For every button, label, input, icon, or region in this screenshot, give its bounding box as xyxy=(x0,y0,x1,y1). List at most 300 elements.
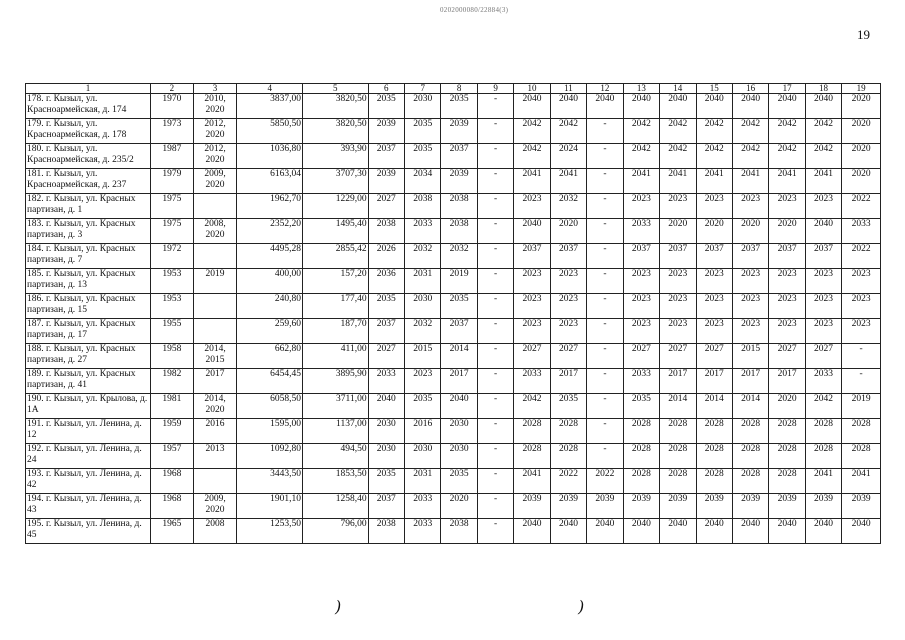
table-cell: - xyxy=(477,444,513,469)
table-cell: 2017 xyxy=(769,369,805,394)
table-cell: 393,90 xyxy=(302,144,368,169)
table-cell: 2019 xyxy=(842,394,881,419)
table-cell: 2041 xyxy=(805,169,841,194)
table-cell: 2855,42 xyxy=(302,244,368,269)
table-cell: 2038 xyxy=(368,519,404,544)
table-cell: 2027 xyxy=(514,344,550,369)
table-cell: 6163,04 xyxy=(237,169,303,194)
table-cell: 2040 xyxy=(550,519,586,544)
table-cell: 2026 xyxy=(368,244,404,269)
table-cell: 259,60 xyxy=(237,319,303,344)
table-cell: 2014 xyxy=(660,394,696,419)
table-cell: 2022 xyxy=(842,244,881,269)
table-cell xyxy=(193,244,237,269)
table-cell: 2042 xyxy=(805,144,841,169)
table-cell: 2041 xyxy=(550,169,586,194)
table-cell: 2023 xyxy=(514,194,550,219)
table-cell: 2042 xyxy=(732,144,768,169)
table-cell: 2017 xyxy=(193,369,237,394)
table-cell: 494,50 xyxy=(302,444,368,469)
table-cell: 2028 xyxy=(660,419,696,444)
table-cell: 2040 xyxy=(732,519,768,544)
table-cell: 2352,20 xyxy=(237,219,303,244)
table-cell: 1595,00 xyxy=(237,419,303,444)
table-cell: 2010, 2020 xyxy=(193,94,237,119)
table-cell: - xyxy=(477,119,513,144)
table-cell: 2040 xyxy=(769,519,805,544)
table-row xyxy=(26,219,881,244)
table-cell: 2023 xyxy=(696,269,732,294)
column-number-row xyxy=(26,84,881,94)
table-cell: 2028 xyxy=(550,419,586,444)
table-cell: - xyxy=(477,319,513,344)
table-cell: 2035 xyxy=(405,394,441,419)
table-cell: 2017 xyxy=(441,369,477,394)
table-cell: 2009, 2020 xyxy=(193,494,237,519)
table-cell: - xyxy=(477,294,513,319)
table-cell: 2042 xyxy=(550,119,586,144)
table-cell: 2039 xyxy=(441,169,477,194)
table-cell: 2014, 2020 xyxy=(193,394,237,419)
table-cell: - xyxy=(477,419,513,444)
table-cell: 1853,50 xyxy=(302,469,368,494)
table-cell: 2020 xyxy=(660,219,696,244)
table-cell: 2023 xyxy=(660,269,696,294)
table-cell: 2023 xyxy=(514,269,550,294)
table-cell: 2040 xyxy=(587,94,623,119)
table-cell: 2035 xyxy=(368,294,404,319)
table-cell: 2028 xyxy=(696,444,732,469)
table-cell: 2020 xyxy=(732,219,768,244)
table-cell: 2023 xyxy=(696,319,732,344)
column-number-13: 13 xyxy=(623,84,659,94)
table-cell: 2017 xyxy=(696,369,732,394)
table-cell: 2035 xyxy=(405,119,441,144)
table-cell: 2035 xyxy=(441,294,477,319)
table-cell: 2030 xyxy=(405,444,441,469)
table-row xyxy=(26,119,881,144)
table-cell: 1972 xyxy=(150,244,193,269)
table-cell: 1975 xyxy=(150,194,193,219)
table-cell: 2035 xyxy=(623,394,659,419)
table-cell: 2036 xyxy=(368,269,404,294)
table-cell: 2033 xyxy=(368,369,404,394)
table-cell: 2040 xyxy=(805,519,841,544)
table-cell: 2030 xyxy=(405,294,441,319)
column-number-2: 2 xyxy=(150,84,193,94)
column-number-11: 11 xyxy=(550,84,586,94)
table-cell: 2042 xyxy=(696,144,732,169)
table-cell: - xyxy=(587,119,623,144)
table-cell: 1953 xyxy=(150,294,193,319)
table-cell: 2041 xyxy=(769,169,805,194)
table-cell: 1258,40 xyxy=(302,494,368,519)
table-cell: 2027 xyxy=(769,344,805,369)
table-cell: 2041 xyxy=(732,169,768,194)
table-cell: 2028 xyxy=(805,419,841,444)
table-cell: 1970 xyxy=(150,94,193,119)
table-cell: 2028 xyxy=(696,469,732,494)
table-cell: 2028 xyxy=(623,444,659,469)
table-cell: 2028 xyxy=(769,469,805,494)
table-cell: 2019 xyxy=(193,269,237,294)
table-cell: 2023 xyxy=(732,294,768,319)
table-cell: 2033 xyxy=(842,219,881,244)
table-cell: 3443,50 xyxy=(237,469,303,494)
table-cell: 2037 xyxy=(441,319,477,344)
table-cell: 2042 xyxy=(514,144,550,169)
table-cell: 2032 xyxy=(550,194,586,219)
table-cell: 1962,70 xyxy=(237,194,303,219)
table-cell: - xyxy=(587,319,623,344)
table-cell: 2032 xyxy=(405,319,441,344)
table-cell: 2028 xyxy=(623,469,659,494)
column-number-9: 9 xyxy=(477,84,513,94)
table-cell: 2017 xyxy=(550,369,586,394)
table-cell: - xyxy=(477,144,513,169)
table-cell: - xyxy=(587,194,623,219)
column-number-6: 6 xyxy=(368,84,404,94)
table-cell: 2040 xyxy=(805,94,841,119)
table-cell: 1975 xyxy=(150,219,193,244)
table-cell: 2023 xyxy=(769,194,805,219)
table-cell: 1137,00 xyxy=(302,419,368,444)
table-cell: 2037 xyxy=(623,244,659,269)
table-cell: 2023 xyxy=(842,319,881,344)
table-cell: 2022 xyxy=(550,469,586,494)
table-cell: - xyxy=(477,219,513,244)
table-cell: 2042 xyxy=(660,144,696,169)
table-cell: 2035 xyxy=(441,469,477,494)
address-cell: 188. г. Кызыл, ул. Красных партизан, д. 27 xyxy=(26,344,151,369)
table-cell: 3820,50 xyxy=(302,119,368,144)
table-cell: 2023 xyxy=(660,319,696,344)
column-number-10: 10 xyxy=(514,84,550,94)
table-cell: 2028 xyxy=(623,419,659,444)
table-cell: - xyxy=(587,294,623,319)
table-row xyxy=(26,294,881,319)
table-cell: 6454,45 xyxy=(237,369,303,394)
table-cell: 2042 xyxy=(769,144,805,169)
table-cell: 2023 xyxy=(732,319,768,344)
table-cell: 2020 xyxy=(842,119,881,144)
table-cell: - xyxy=(477,194,513,219)
table-cell: 2042 xyxy=(514,119,550,144)
table-cell xyxy=(193,319,237,344)
table-cell: 2040 xyxy=(732,94,768,119)
table-cell: 2028 xyxy=(842,419,881,444)
table-cell: 2008, 2020 xyxy=(193,219,237,244)
table-cell: 2020 xyxy=(441,494,477,519)
column-number-4: 4 xyxy=(237,84,303,94)
table-cell: 1092,80 xyxy=(237,444,303,469)
table-cell: 2042 xyxy=(660,119,696,144)
table-cell: - xyxy=(477,269,513,294)
table-cell: - xyxy=(477,369,513,394)
table-cell: 2015 xyxy=(405,344,441,369)
table-cell: 2023 xyxy=(623,294,659,319)
table-cell: 2040 xyxy=(623,519,659,544)
table-cell: 2028 xyxy=(514,444,550,469)
table-cell: 2014 xyxy=(441,344,477,369)
table-cell: 2017 xyxy=(660,369,696,394)
table-row xyxy=(26,94,881,119)
table-cell: 1036,80 xyxy=(237,144,303,169)
table-cell: 2037 xyxy=(368,144,404,169)
table-cell: 2035 xyxy=(441,94,477,119)
table-cell: 2014 xyxy=(732,394,768,419)
table-cell: 2040 xyxy=(623,94,659,119)
table-cell: 1495,40 xyxy=(302,219,368,244)
table-cell: 1987 xyxy=(150,144,193,169)
table-cell: 2042 xyxy=(623,144,659,169)
handwritten-mark: ) xyxy=(578,597,585,616)
table-cell: 2019 xyxy=(441,269,477,294)
table-cell: 2023 xyxy=(623,319,659,344)
table-cell: 2028 xyxy=(732,419,768,444)
table-cell: 2037 xyxy=(550,244,586,269)
table-cell: 3837,00 xyxy=(237,94,303,119)
table-cell: 2028 xyxy=(769,444,805,469)
table-cell: 2012, 2020 xyxy=(193,119,237,144)
table-cell: 2023 xyxy=(805,319,841,344)
table-cell: 2028 xyxy=(769,419,805,444)
table-cell: 1968 xyxy=(150,494,193,519)
table-cell: 2023 xyxy=(623,194,659,219)
table-cell: - xyxy=(587,269,623,294)
table-cell: 2040 xyxy=(805,219,841,244)
table-cell: 2041 xyxy=(842,469,881,494)
table-cell: 2042 xyxy=(514,394,550,419)
address-cell: 183. г. Кызыл, ул. Красных партизан, д. 3 xyxy=(26,219,151,244)
table-cell: - xyxy=(587,444,623,469)
table-cell: 2040 xyxy=(550,94,586,119)
table-cell: 2033 xyxy=(514,369,550,394)
table-cell: 3707,30 xyxy=(302,169,368,194)
table-cell: 2027 xyxy=(550,344,586,369)
table-cell: 2040 xyxy=(696,94,732,119)
table-cell: 2028 xyxy=(550,444,586,469)
table-cell: 2039 xyxy=(842,494,881,519)
table-cell: 2040 xyxy=(368,394,404,419)
table-cell: 240,80 xyxy=(237,294,303,319)
table-cell: - xyxy=(477,469,513,494)
table-cell: 1953 xyxy=(150,269,193,294)
table-cell: 2033 xyxy=(405,519,441,544)
table-cell: 2039 xyxy=(368,169,404,194)
table-cell: 2037 xyxy=(514,244,550,269)
table-cell: 2042 xyxy=(732,119,768,144)
table-cell: 2023 xyxy=(732,194,768,219)
table-cell: 2037 xyxy=(368,319,404,344)
table-cell: 2040 xyxy=(769,94,805,119)
table-cell: 2027 xyxy=(805,344,841,369)
table-cell: 2042 xyxy=(805,119,841,144)
table-cell: 2014 xyxy=(696,394,732,419)
table-cell: 2035 xyxy=(368,469,404,494)
table-cell: - xyxy=(477,394,513,419)
table-cell: 2033 xyxy=(405,219,441,244)
housing-register-table xyxy=(25,83,881,544)
table-cell: 2020 xyxy=(842,144,881,169)
table-cell: 2038 xyxy=(441,194,477,219)
table-cell: 5850,50 xyxy=(237,119,303,144)
table-cell: 2040 xyxy=(514,519,550,544)
handwritten-mark: ) xyxy=(335,597,342,616)
table-row xyxy=(26,344,881,369)
table-cell: 2024 xyxy=(550,144,586,169)
table-cell: 1958 xyxy=(150,344,193,369)
table-cell: 2040 xyxy=(696,519,732,544)
table-cell: 2020 xyxy=(842,169,881,194)
table-cell: 2033 xyxy=(623,219,659,244)
table-cell: 2033 xyxy=(623,369,659,394)
table-cell: 2037 xyxy=(441,144,477,169)
table-cell: 2028 xyxy=(514,419,550,444)
table-cell: 177,40 xyxy=(302,294,368,319)
table-cell: 2023 xyxy=(550,269,586,294)
table-cell: 2028 xyxy=(732,444,768,469)
table-cell: 1968 xyxy=(150,469,193,494)
table-cell: 2040 xyxy=(514,219,550,244)
table-cell: 2040 xyxy=(441,394,477,419)
address-cell: 184. г. Кызыл, ул. Красных партизан, д. 7 xyxy=(26,244,151,269)
table-cell: 2041 xyxy=(514,169,550,194)
table-row xyxy=(26,419,881,444)
table-cell: 2020 xyxy=(696,219,732,244)
table-cell: - xyxy=(477,494,513,519)
table-cell: 1253,50 xyxy=(237,519,303,544)
table-cell: - xyxy=(587,169,623,194)
table-cell: 2027 xyxy=(368,344,404,369)
table-cell: 2023 xyxy=(550,319,586,344)
table-cell: 2040 xyxy=(660,519,696,544)
table-cell: 2039 xyxy=(514,494,550,519)
table-cell: 2041 xyxy=(805,469,841,494)
table-row xyxy=(26,269,881,294)
column-number-8: 8 xyxy=(441,84,477,94)
table-cell: 2031 xyxy=(405,269,441,294)
table-cell: 2023 xyxy=(769,269,805,294)
table-cell: 2028 xyxy=(660,469,696,494)
table-cell: 2023 xyxy=(805,294,841,319)
table-cell: 2042 xyxy=(623,119,659,144)
table-cell: 2038 xyxy=(405,194,441,219)
table-cell: 2039 xyxy=(623,494,659,519)
table-cell: 2023 xyxy=(405,369,441,394)
table-cell: - xyxy=(477,94,513,119)
table-cell: 2037 xyxy=(696,244,732,269)
table-cell: - xyxy=(587,344,623,369)
table-cell: 2028 xyxy=(732,469,768,494)
table-cell: 2030 xyxy=(441,419,477,444)
column-number-3: 3 xyxy=(193,84,237,94)
column-number-1: 1 xyxy=(26,84,151,94)
table-cell: 2031 xyxy=(405,469,441,494)
table-cell: 2030 xyxy=(405,94,441,119)
table-cell: 2037 xyxy=(805,244,841,269)
table-cell: 2039 xyxy=(769,494,805,519)
table-cell: 2008 xyxy=(193,519,237,544)
table-cell: 2028 xyxy=(696,419,732,444)
table-cell: - xyxy=(587,419,623,444)
table-cell: 2013 xyxy=(193,444,237,469)
table-cell: 1979 xyxy=(150,169,193,194)
table-cell: - xyxy=(587,144,623,169)
address-cell: 195. г. Кызыл, ул. Ленина, д. 45 xyxy=(26,519,151,544)
table-cell: 2037 xyxy=(660,244,696,269)
table-cell: 2039 xyxy=(441,119,477,144)
table-cell: 2040 xyxy=(660,94,696,119)
address-cell: 191. г. Кызыл, ул. Ленина, д. 12 xyxy=(26,419,151,444)
address-cell: 187. г. Кызыл, ул. Красных партизан, д. 17 xyxy=(26,319,151,344)
table-cell: - xyxy=(477,344,513,369)
table-cell: - xyxy=(587,394,623,419)
table-cell: 2027 xyxy=(660,344,696,369)
table-cell: 1229,00 xyxy=(302,194,368,219)
table-cell: 2039 xyxy=(660,494,696,519)
column-number-7: 7 xyxy=(405,84,441,94)
table-cell: 2028 xyxy=(842,444,881,469)
table-cell: 2037 xyxy=(732,244,768,269)
address-cell: 185. г. Кызыл, ул. Красных партизан, д. 13 xyxy=(26,269,151,294)
table-cell xyxy=(193,469,237,494)
table-cell: 3711,00 xyxy=(302,394,368,419)
table-cell: 2042 xyxy=(769,119,805,144)
address-cell: 180. г. Кызыл, ул. Красноармейская, д. 235/2 xyxy=(26,144,151,169)
table-row xyxy=(26,394,881,419)
table-cell: - xyxy=(587,244,623,269)
address-cell: 190. г. Кызыл, ул. Крылова, д. 1А xyxy=(26,394,151,419)
table-cell: 2023 xyxy=(842,269,881,294)
table-cell: 2035 xyxy=(405,144,441,169)
table-row xyxy=(26,444,881,469)
table-cell: 1959 xyxy=(150,419,193,444)
table-cell: 2033 xyxy=(405,494,441,519)
table-cell: 1957 xyxy=(150,444,193,469)
column-number-12: 12 xyxy=(587,84,623,94)
table-cell xyxy=(193,194,237,219)
table-cell: 2032 xyxy=(441,244,477,269)
address-cell: 192. г. Кызыл, ул. Ленина, д. 24 xyxy=(26,444,151,469)
table-cell: 2034 xyxy=(405,169,441,194)
table-cell: 4495,28 xyxy=(237,244,303,269)
table-row xyxy=(26,494,881,519)
table-cell: 2023 xyxy=(514,294,550,319)
table-cell: 2017 xyxy=(732,369,768,394)
table-cell: 2023 xyxy=(660,294,696,319)
table-cell: 2033 xyxy=(805,369,841,394)
table-cell: 2038 xyxy=(368,219,404,244)
table-cell: 2028 xyxy=(660,444,696,469)
table-cell: 2032 xyxy=(405,244,441,269)
table-cell: 2042 xyxy=(696,119,732,144)
page-number: 19 xyxy=(857,27,870,42)
table-cell: 2039 xyxy=(732,494,768,519)
table-cell: 400,00 xyxy=(237,269,303,294)
table-cell: 2012, 2020 xyxy=(193,144,237,169)
column-number-16: 16 xyxy=(732,84,768,94)
address-cell: 186. г. Кызыл, ул. Красных партизан, д. 15 xyxy=(26,294,151,319)
table-cell: 6058,50 xyxy=(237,394,303,419)
table-cell: 2027 xyxy=(368,194,404,219)
table-cell: 2023 xyxy=(805,194,841,219)
table-cell: 2030 xyxy=(368,444,404,469)
table-cell: 2040 xyxy=(514,94,550,119)
table-cell: 2023 xyxy=(732,269,768,294)
table-cell: 2039 xyxy=(550,494,586,519)
address-cell: 182. г. Кызыл, ул. Красных партизан, д. 1 xyxy=(26,194,151,219)
